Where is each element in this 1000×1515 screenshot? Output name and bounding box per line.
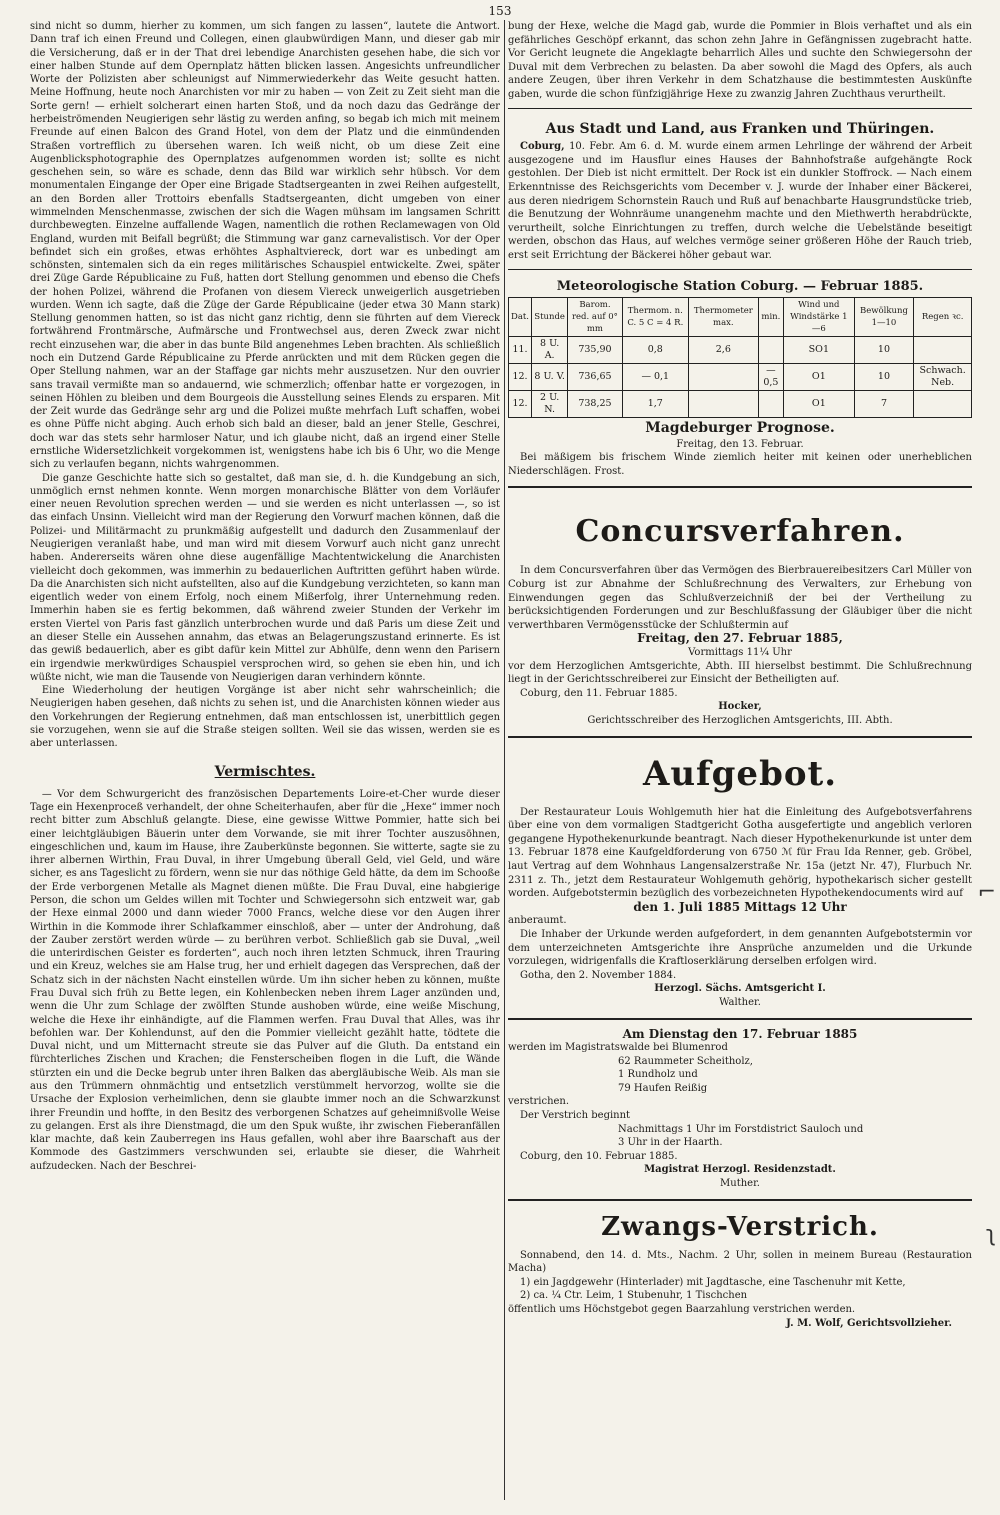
coburg-news xyxy=(508,140,972,262)
margin-annotation: ʅ xyxy=(985,1222,996,1247)
col-header: Dat. xyxy=(509,298,532,337)
holz-item: 1 Rundholz und xyxy=(618,1069,698,1081)
meteo-title: Meteorologische Station Coburg. — Februar 1885. xyxy=(556,278,924,294)
concurs-signature-title: Gerichtsschreiber des Herzoglichen Amtsgerichts, III. Abth. xyxy=(587,715,893,726)
concurs-time: Vormittags 11¼ Uhr xyxy=(688,647,792,659)
cell: SO1 xyxy=(784,337,855,364)
cell: 12. xyxy=(509,391,532,418)
forecast-date: Freitag, den 13. Februar. xyxy=(676,438,804,450)
aufgebot-signature-name: Walther. xyxy=(719,996,761,1008)
aufgebot-signature: Herzogl. Sächs. Amtsgericht I. xyxy=(654,983,826,995)
cell xyxy=(688,391,758,418)
col-header: Thermom. n. C. 5 C = 4 R. xyxy=(622,298,688,337)
cell xyxy=(914,391,972,418)
cell: O1 xyxy=(784,391,855,418)
cell xyxy=(914,337,972,364)
divider xyxy=(508,108,972,109)
holz-begin: Der Verstrich beginnt xyxy=(520,1110,631,1122)
article-paragraph-2: Die ganze Geschichte hatte sich so gestaltet, daß man sie, d. h. die Kundgebung an sich, unmöglich ernst nehmen konnte. Wenn morgen monarchische Blätter von dem Vorläufer einer neuen Revolution sprechen werden — und sie werden es nicht unterlassen —, so ist das einfach Unsinn. Vielleicht wird man der Regierung den Vorwurf machen können, daß die Polizei- und Militärmacht zu prunkmäßig aufgestellt und dadurch den Zusammenlauf der Neugierigen veranlaßt habe, und man wird mit diesem Vorwurf auch nicht ganz unrecht haben. Andererseits wären ohne diese augenfällige Machtentwickelung die Anarchisten vielleicht doch gekommen, was immerhin zu bedauerlichen Auftritten geführt haben würde. Da die Anarchisten sich nicht aufstellten, also auf die Kundgebung verzichteten, so kann man eigentlich weder von einem Erfolg, noch einem Mißerfolg, ihrer Unternehmung reden. Immerhin haben sie es fertig bekommen, daß während zweier Stunden der Verkehr im ersten Viertel von Paris fast gänzlich unterbrochen wurde und daß Paris um diese Zeit und an dieser Stelle ein Aussehen annahm, das etwas an Belagerungszustand erinnerte. Es ist das gewiß bedauerlich, aber es gibt dafür kein Mittel zur Abhülfe, denn wenn den Parisern ein irgendwie merkwürdiges Schauspiel versprochen wird, so gehen sie eben hin, und ich wüßte nicht, wie man die Tausende von Neugierigen daran verhindern könnte. xyxy=(30,472,500,683)
article-paragraph-3: Eine Wiederholung der heutigen Vorgänge ist aber nicht sehr wahrscheinlich; die Neugierigen haben gesehen, daß nichts zu sehen ist, und die Anarchisten können wieder aus den Vorkehrungen der Regierung entnehmen, daß man entschlossen ist, unerbittlich gegen sie vorzugehen, wenn sie auf die Straße steigen sollten. Weil sie das wissen, werden sie es aber unterlassen. xyxy=(30,685,500,750)
cell: 11. xyxy=(509,337,532,364)
cell: 10 xyxy=(854,364,914,391)
aufgebot-title: Aufgebot. xyxy=(642,753,838,794)
cell: —0,5 xyxy=(758,364,783,391)
cell: 8 U. V. xyxy=(532,364,568,391)
divider xyxy=(508,269,972,270)
zwangsverstrich-text-2: öffentlich ums Höchstgebot gegen Baarzahlung verstrichen werden. xyxy=(508,1304,856,1315)
col-header: Stunde xyxy=(532,298,568,337)
cell: 0,8 xyxy=(622,337,688,364)
divider xyxy=(508,486,972,488)
cell: 736,65 xyxy=(568,364,622,391)
cell xyxy=(758,337,783,364)
cell: 12. xyxy=(509,364,532,391)
weather-table-header xyxy=(509,298,972,337)
cell: O1 xyxy=(784,364,855,391)
holz-date: Am Dienstag den 17. Februar 1885 xyxy=(622,1026,858,1041)
left-column xyxy=(30,20,500,1510)
holz-time: 3 Uhr in der Haarth. xyxy=(618,1137,723,1149)
cell: Schwach. Neb. xyxy=(914,364,972,391)
zwangsverstrich-item: 2) ca. ¼ Ctr. Leim, 1 Stubenuhr, 1 Tischchen xyxy=(520,1290,748,1302)
concurs-date: Freitag, den 27. Februar 1885, xyxy=(637,631,843,646)
weather-table xyxy=(508,297,972,418)
coburg-dateline: Coburg, xyxy=(520,141,565,153)
cell xyxy=(688,364,758,391)
aufgebot-place-date: Gotha, den 2. November 1884. xyxy=(520,969,677,981)
cell: 8 U. A. xyxy=(532,337,568,364)
concurs-text: In dem Concursverfahren über das Vermögen des Bierbrauereibesitzers Carl Müller von Coburg ist zur Abnahme der Schlußrechnung des Verwalters, zur Erhebung von Einwendungen gegen das Schlußverzeichniß der bei der Vertheilung zu berücksichtigenden Forderungen und zur Beschlußfassung der Gläubiger über die nicht verwerthbaren Vermögensstücke der Schlußtermin auf xyxy=(508,565,972,631)
aufgebot-text: Der Restaurateur Louis Wohlgemuth hier hat die Einleitung des Aufgebotsverfahrens über eine von dem vormaligen Stadtgericht Gotha ausgefertigte und angeblich verloren gegangene Hypothekenurkunde beantragt. Nach dieser Hypothekenurkunde ist unter dem 13. Februar 1878 eine Kaufgeldforderung von 6750 ℳ für Frau Ida Renner, geb. Gröbel, laut Vertrag auf dem Wohnhaus Langensalzerstraße Nr. 15a (jetzt Nr. 47), Flurbuch Nr. 2311 z. Th., jetzt dem Restaurateur Wohlgemuth gehörig, hypothekarisch sicher gestellt worden. Aufgebotstermin bezüglich des vorbezeichneten Hypothekendocuments wird auf xyxy=(508,806,972,900)
zwangsverstrich-text: Sonnabend, den 14. d. Mts., Nachm. 2 Uhr, sollen in meinem Bureau (Restauration Macha) xyxy=(508,1249,972,1275)
concurs-text-2: vor dem Herzoglichen Amtsgerichte, Abth. III hierselbst bestimmt. Die Schlußrechnung liegt in der Gerichtsschreiberei zur Einsicht der Betheiligten auf. xyxy=(508,660,972,686)
article-witch-continued: bung der Hexe, welche die Magd gab, wurde die Pommier in Blois verhaftet und als ein gefährliches Geschöpf erkannt, das schon zehn Jahre in Gefängnissen zugebracht hatte. Vor Gericht leugnete die Angeklagte beharrlich Alles und suchte den Schwiegersohn der Duval mit dem Verbrechen zu belasten. Da aber sowohl die Magd des Opfers, als auch andere Zeugen, über ihren Verkehr in dem Schatzhause die bestimmtesten Auskünfte gaben, wurde die schon fünfzigjährige Hexe zu zwanzig Jahren Zuchthaus verurtheilt. xyxy=(508,21,972,100)
page-number: 153 xyxy=(488,4,512,18)
cell: 2 U. N. xyxy=(532,391,568,418)
table-row xyxy=(509,391,972,418)
col-header: min. xyxy=(758,298,783,337)
table-row xyxy=(509,364,972,391)
col-header: Thermometer max. xyxy=(688,298,758,337)
zwangsverstrich-title: Zwangs-Verstrich. xyxy=(601,1211,879,1242)
holz-time: Nachmittags 1 Uhr im Forstdistrict Sauloch und xyxy=(618,1123,864,1135)
coburg-news-text: 10. Febr. Am 6. d. M. wurde einem armen Lehrlinge der während der Arbeit ausgezogene und im Hausflur eines Hauses der Bahnhofstraße aufgehängte Rock gestohlen. Der Dieb ist nicht ermittelt. Der Rock ist ein dunkler Stoffrock. — Nach einem Erkenntnisse des Reichsgerichts vom December v. J. wurde der Inhaber einer Bäckerei, aus deren niedrigem Schornstein Rauch und Ruß auf benachbarte Hausgrundstücke trieb, die Benutzung der Wohnräume unangenehm machte und den Miethwerth herabdrückte, verurtheilt, solche Einrichtungen zu treffen, durch welche die Uebelstände beseitigt werden, obschon das Haus, auf welches vermöge seiner größeren Höhe der Rauch trieb, erst seit Errichtung der Bäckerei höher gebaut war. xyxy=(508,141,972,261)
cell: 738,25 xyxy=(568,391,622,418)
aufgebot-text-2: anberaumt. xyxy=(508,915,567,927)
cell: — 0,1 xyxy=(622,364,688,391)
holz-signature: Magistrat Herzogl. Residenzstadt. xyxy=(644,1164,836,1176)
cell: 1,7 xyxy=(622,391,688,418)
forecast-text: Bei mäßigem bis frischem Winde ziemlich heiter mit keinen oder unerheblichen Niederschlägen. Frost. xyxy=(508,452,972,477)
margin-annotation: ⌐ xyxy=(977,880,996,905)
cell: 2,6 xyxy=(688,337,758,364)
cell xyxy=(758,391,783,418)
article-paris-continued: sind nicht so dumm, hierher zu kommen, um sich fangen zu lassen“, lautete die Antwort. Dann traf ich einen Freund und Collegen, einen glaubwürdigen Mann, und dieser gab mir die Versicherung, daß er in der That drei lebendige Anarchisten gesehen habe, die sich vor einer halben Stunde auf dem Opernplatz hätten blicken lassen. Angesichts unfreundlicher Worte der Polizisten aber schleunigst auf Nimmerwiederkehr das Weite gesucht hatten. Meine Hoffnung, heute noch Anarchisten vor mir zu haben — von Zeit zu Zeit sieht man die Sorte gern! — erhielt solcherart einen harten Stoß, und da noch dazu das Gedränge der herbeiströmenden Neugierigen sehr lästig zu werden anfing, so begab ich mich mit meinem Freunde auf einen Balcon des Grand Hotel, von dem der Platz und die einmündenden Straßen vortrefflich zu übersehen waren. Ich weiß nicht, ob um diese Zeit eine Augenblicksphotographie des Opernplatzes aufgenommen worden ist; sollte es nicht geschehen sein, so wäre es schade, denn das Bild war wirklich sehr hübsch. Vor dem monumentalen Eingange der Oper eine Brigade Stadtsergeanten in zwei Reihen aufgestellt, an den Borden aller Trottoirs ebenfalls Stadtsergeanten, dicht umgeben von einer wimmelnden Menschenmasse, zwischen der sich die Wagen mühsam im langsamen Schritt durchbewegten. Einzelne auffallende Wagen, namentlich die rothen Reclamewagen von Old England, wurden mit Beifall begrüßt; die Stimmung war ganz carnevalistisch. Vor der Oper befindet sich ein großes, etwas erhöhtes Asphaltviereck, dort war es unbedingt am schönsten, sintemalen sich da ein reges militärisches Schauspiel entwickelte. Zwei, später drei Züge Garde Républicaine zu Fuß, hatten dort Stellung genommen und ebenso die Chefs der hohen Polizei, während die Profanen von diesem Viereck unweigerlich ausgetrieben wurden. Wenn ich sagte, daß die Züge der Garde Républicaine (jeder etwa 30 Mann stark) Stellung genommen hatten, so ist das nicht ganz richtig, denn sie führten auf dem Viereck fortwährend Frontmärsche, Aufmärsche und Frontwechsel aus, deren Zweck zwar nicht recht einzusehen war, die aber in das bunte Bild angenehmes Leben brachten. Als schließlich noch ein Dutzend Garde Républicaine zu Pferde anrückten und mit dem Rücken gegen die Oper Stellung nahmen, war an der Staffage gar nichts mehr auszusetzen. Nur den ouvrier sans travail vermißte man so andauernd, wie schmerzlich; offenbar hatte er vorgezogen, in seinen Höhlen zu bleiben und dem Bourgeois die Ausstellung seines Elends zu ersparen. Mit der Zeit wurde das Gedränge sehr arg und die Polizei mußte mehrfach Luft schaffen, wobei es ohne Püffe nicht abging. Auch erhob sich bald an dieser, bald an jener Stelle, Geschrei, doch war das stets sehr harmloser Natur, und ich glaube nicht, daß an irgend einer Stelle ernstliche Widersetzlichkeit vorgekommen ist, wenigstens habe ich bis 6 Uhr, wo die Menge sich zu verlaufen begann, nichts wahrgenommen. xyxy=(30,21,500,471)
concurs-title: Concursverfahren. xyxy=(575,514,905,550)
zwangsverstrich-signature: J. M. Wolf, Gerichtsvollzieher. xyxy=(786,1317,952,1329)
concurs-signature: Hocker, xyxy=(718,701,762,713)
col-header: Regen ꝛc. xyxy=(914,298,972,337)
section-title-vermischtes: Vermischtes. xyxy=(214,764,316,781)
table-row xyxy=(509,337,972,364)
section-title-stadt-land: Aus Stadt und Land, aus Franken und Thüringen. xyxy=(545,120,935,137)
zwangsverstrich-item: 1) ein Jagdgewehr (Hinterlader) mit Jagdtasche, eine Taschenuhr mit Kette, xyxy=(520,1276,906,1288)
right-column xyxy=(508,20,972,1510)
concurs-place-date: Coburg, den 11. Februar 1885. xyxy=(520,687,678,699)
holz-item: 62 Raummeter Scheitholz, xyxy=(618,1055,753,1067)
col-header: Bewölkung 1—10 xyxy=(854,298,914,337)
column-divider xyxy=(504,20,505,1500)
cell: 10 xyxy=(854,337,914,364)
holz-item: 79 Haufen Reißig xyxy=(618,1082,708,1094)
holz-verb: verstrichen. xyxy=(508,1096,570,1108)
col-header: Barom. red. auf 0° mm xyxy=(568,298,622,337)
divider xyxy=(508,736,972,738)
col-header: Wind und Windstärke 1—6 xyxy=(784,298,855,337)
holz-signature-name: Muther. xyxy=(720,1178,760,1190)
divider xyxy=(508,1018,972,1020)
aufgebot-text-3: Die Inhaber der Urkunde werden aufgefordert, in dem genannten Aufgebotstermin vor dem unterzeichneten Amtsgerichte ihre Ansprüche anzumelden und die Urkunde vorzulegen, widrigenfalls die Kraftloserklärung derselben erfolgen wird. xyxy=(508,928,972,968)
holz-intro: werden im Magistratswalde bei Blumenrod xyxy=(508,1042,728,1054)
divider xyxy=(508,1199,972,1201)
forecast-title: Magdeburger Prognose. xyxy=(645,420,835,437)
article-witch-trial: — Vor dem Schwurgericht des französischen Departements Loire-et-Cher wurde dieser Tage ein Hexenproceß verhandelt, der ohne Scheiterhaufen, aber für die „Hexe“ immer noch recht bitter zum Abschluß gelangte. Diese, eine gewisse Wittwe Pommier, hatte sich bei einer leichtgläubigen Bäuerin unter dem Vorwande, sie mit ihrer Tochter auszusöhnen, eingeschlichen und, kaum im Hause, ihre Zauberkünste begonnen. Sie witterte, sagte sie zu ihrer albernen Wirthin, Frau Duval, in ihrer Umgebung überall Geld, viel Geld, und wäre sicher, es ans Tageslicht zu fördern, wenn sie nur das nöthige Geld hätte, da dem im Schooße der Erde verborgenen Metalle als Magnet dienen müßte. Die Frau Duval, eine habgierige Person, die schon um Geldes willen mit Tochter und Schwiegersohn sich entzweit war, gab der Hexe einmal 2000 und dann wieder 7000 Francs, welche diese vor den Augen ihrer Wirthin in die Kommode ihrer Schlafkammer einschloß, aber — unter der Androhung, daß der Zauber zerstört werden würde — zu berühren verbot. Schließlich gab sie Duval, „weil die unterirdischen Geister es forderten“, auch noch ihren letzten Schmuck, ihren Trauring und ein Kreuz, welches sie am Halse trug, her und erhielt dagegen das Versprechen, daß der Schatz sich in der nächsten Nacht einstellen würde. Um ihn sicher heben zu können, mußte Frau Duval sich früh zu Bette legen, ein Kohlenbecken neben ihrem Lager anzünden und, wenn die Uhr zum Schlage der zwölften Stunde aushoben würde, eine weiße Mischung, welche die Hexe ihr einhändigte, auf die Flammen werfen. Frau Duval that Alles, was ihr befohlen war. Der Kohlendunst, auf den die Pommier vielleicht gezählt hatte, tödtete die Duval nicht, und um Mitternacht streute sie das Pulver auf die Gluth. Da entstand ein fürchterliches Zischen und Krachen; die Fensterscheiben flogen in die Luft, die Wände stürzten ein und die Decke begrub unter ihren Balken das abergläubische Weib. Als man sie aus den Trümmern ohnmächtig und entsetzlich verstümmelt hervorzog, wollte sie die Ursache der Explosion verheimlichen, denn sie glaubte immer noch an die Schwarzkunst ihrer Freundin und hoffte, in den Besitz des verborgenen Schatzes auf geheimnißvolle Weise zu gelangen. Erst als ihre Dienstmagd, die um den Spuk wußte, ihr zwischen Fieberanfällen klar machte, daß kein Zauberregen ins Haus gefallen, wohl aber ihre Baarschaft aus der Kommode des Gastzimmers verschwunden sei, erlaubte sie dieser, die Wahrheit aufzudecken. Nach der Beschrei- xyxy=(30,788,500,1172)
holz-place-date: Coburg, den 10. Februar 1885. xyxy=(520,1150,678,1162)
aufgebot-date: den 1. Juli 1885 Mittags 12 Uhr xyxy=(633,899,847,914)
cell: 735,90 xyxy=(568,337,622,364)
cell: 7 xyxy=(854,391,914,418)
